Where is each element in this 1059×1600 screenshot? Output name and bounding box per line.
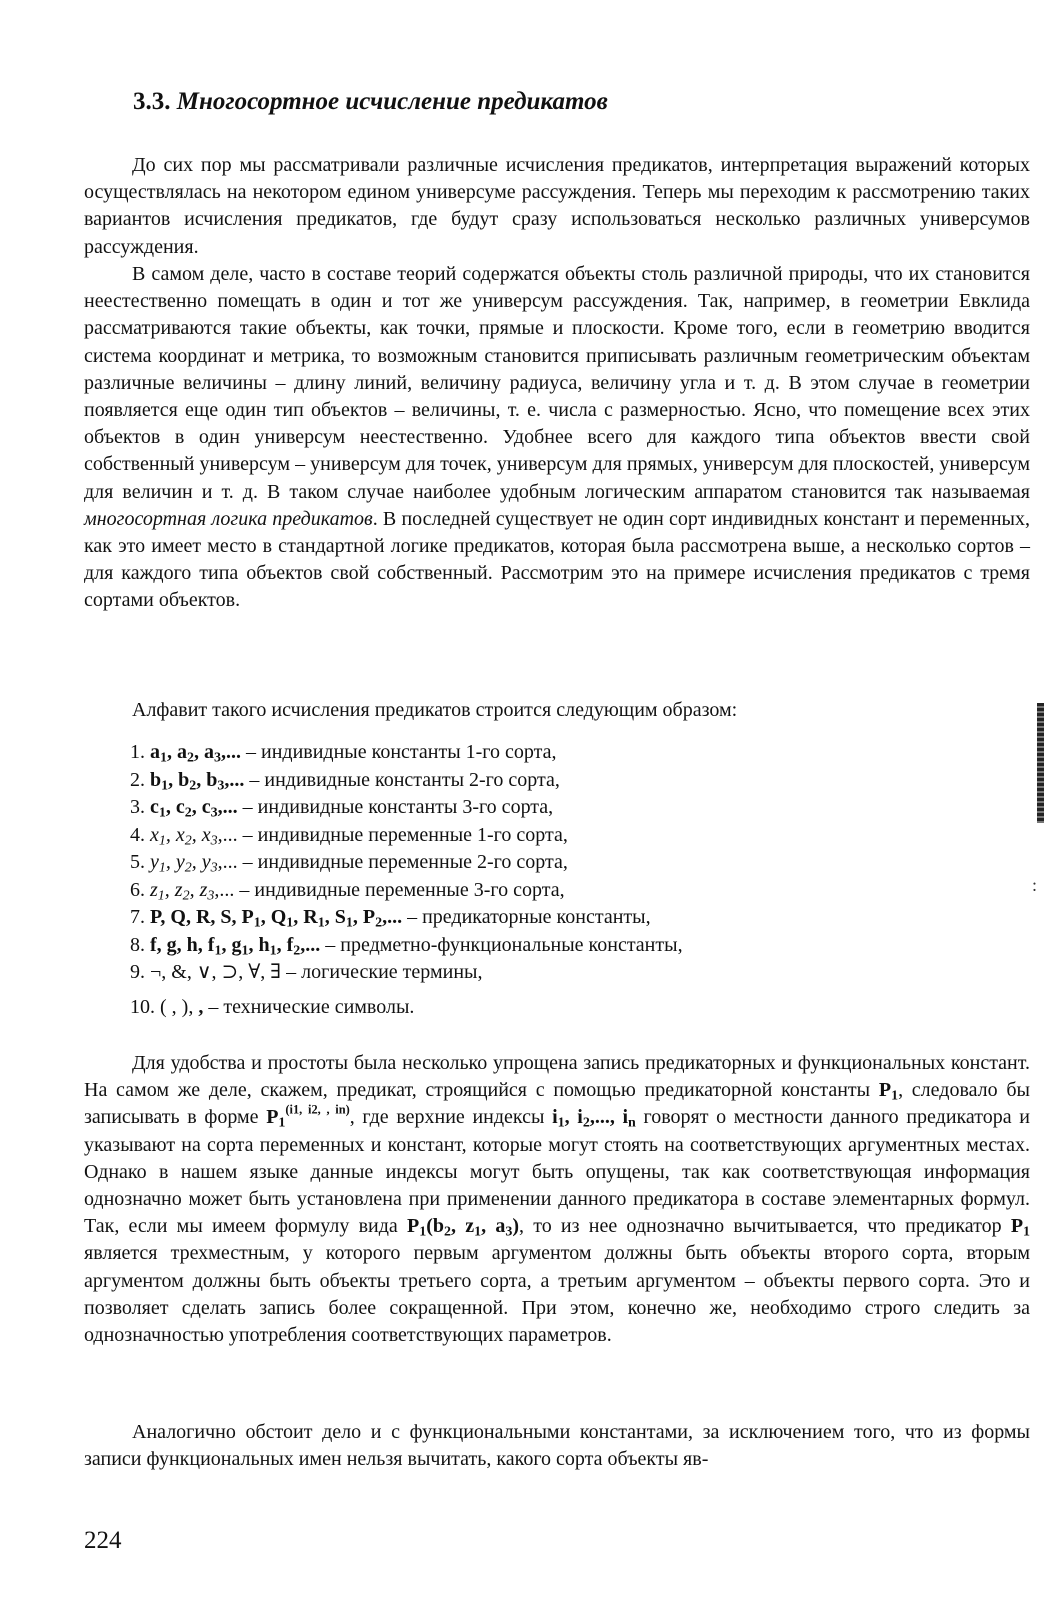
list-item: 9. ¬, &, ∨, ⊃, ∀, ∃ – логические термины, — [130, 961, 483, 983]
paragraph-intro: До сих пор мы рассматривали различные исчисления предикатов, интерпретация выражений которых осуществлялась на некотором едином универсуме рассуждения. Теперь мы переходим к рассмотрению таких вариантов исчисления предикатов, где будут сразу использоваться несколько различных универсумов рассуждения. — [84, 154, 1030, 258]
list-item: 10. ( , ), , – технические символы. — [130, 995, 415, 1018]
term-many-sorted-logic: многосортная логика предикатов — [84, 507, 373, 530]
list-item: 8. f, g, h, $f_1$, $g_1$, $h_1$, $f_2$,... – предметно-функциональные константы, — [130, 933, 683, 958]
paragraph-geometry: В самом деле, часто в составе теорий содержатся объекты столь различной природы, что их становится неестественно помещать в один и тот же универсум рассуждения. Так, например, в геометрии Евклида рассматриваются такие объекты, как точки, прямые и плоскости. Кроме того, если в геометрию вводится система координат и метрика, то возможным становится приписывать различным геометрическим объектам различные величины – длину линий, величину радиуса, величину угла и т. д. В этом случае в геометрии появляется еще один тип объектов – величины, т. е. числа с размерностью. Ясно, что помещение всех этих объектов в один универсум неестественно. Удобнее всего для каждого типа объектов ввести свой собственный универсум – универсум для точек, универсум для прямых, универсум для плоскостей, универсум для величин и т. д. В таком случае наиболее удобным логическим аппаратом становится так называемая многосортная логика предикатов. В последней существует не один сорт индивидных констант и переменных, как это имеет место в стандартной логике предикатов, которая была рассмотрена выше, а несколько сортов – для каждого типа объектов свой собственный. Рассмотрим это на примере исчисления предикатов с тремя сортами объектов. — [84, 263, 1030, 612]
list-item: 6. $z_1$, $z_2$, $z_3$,... – индивидные переменные 3-го сорта, — [130, 878, 565, 903]
section-number: 3.3. — [133, 88, 171, 115]
list-item: 5. $y_1$, $y_2$, $y_3$,... – индивидные переменные 2-го сорта, — [130, 851, 568, 876]
list-item: 1. $a_1$, $a_2$, $a_3$,... – индивидные константы 1-го сорта, — [130, 741, 557, 766]
alphabet-list — [130, 739, 1010, 1021]
list-item: 4. $x_1$, $x_2$, $x_3$,... – индивидные переменные 1-го сорта, — [130, 823, 568, 848]
scan-margin-dot: : — [1032, 875, 1038, 895]
page-number: 224 — [84, 1527, 122, 1554]
paragraph-functional: Аналогично обстоит дело и с функциональными константами, за исключением того, что из формы записи функциональных имен нельзя вычитать, какого сорта объекты яв- — [84, 1421, 1030, 1471]
list-item: 3. $c_1$, $c_2$, $c_3$,... – индивидные константы 3-го сорта, — [130, 796, 554, 821]
list-item: 2. $b_1$, $b_2$, $b_3$,... – индивидные константы 2-го сорта, — [130, 768, 560, 793]
section-heading — [133, 88, 608, 116]
list-item: 7. P, Q, R, S, $P_1$, $Q_1$, $R_1$, $S_1$, $P_2$,... – предикаторные константы, — [130, 906, 651, 931]
paragraph-alphabet-intro: Алфавит такого исчисления предикатов строится следующим образом: — [132, 699, 738, 721]
paragraph-notation: Для удобства и простоты была несколько упрощена запись предикаторных и функциональных констант. На самом же деле, скажем, предикат, строящийся с помощью предикаторной константы $P_1$, следовало бы записывать в форме $P_1^{(i1, i2, , in)}$, где верхние индексы $i_1$, $i_2$,..., $i_n$ говорят о местности данного предикатора и указывают на сорта переменных и констант, которые могут стоять на соответствующих аргументных местах. Однако в нашем языке данные индексы могут быть опущены, так как соответствующая информация однозначно может быть установлена при применении данного предикатора в составе элементарных формул. Так, если мы имеем формулу вида $P_1(b_2$, $z_1$, $a_3$), то из нее однозначно вычитывается, что предикатор $P_1$ является трехместным, у которого первым аргументом должны быть объекты второго сорта, вторым аргументом должны быть объекты третьего сорта, а третьим аргументом – объекты первого сорта. Это и позволяет сделать запись более сокращенной. При этом, конечно же, необходимо строго следить за однозначностью употребления соответствующих параметров. — [84, 1052, 1031, 1347]
scan-margin-mark — [1037, 703, 1044, 823]
section-title: Многосортное исчисление предикатов — [176, 88, 608, 115]
